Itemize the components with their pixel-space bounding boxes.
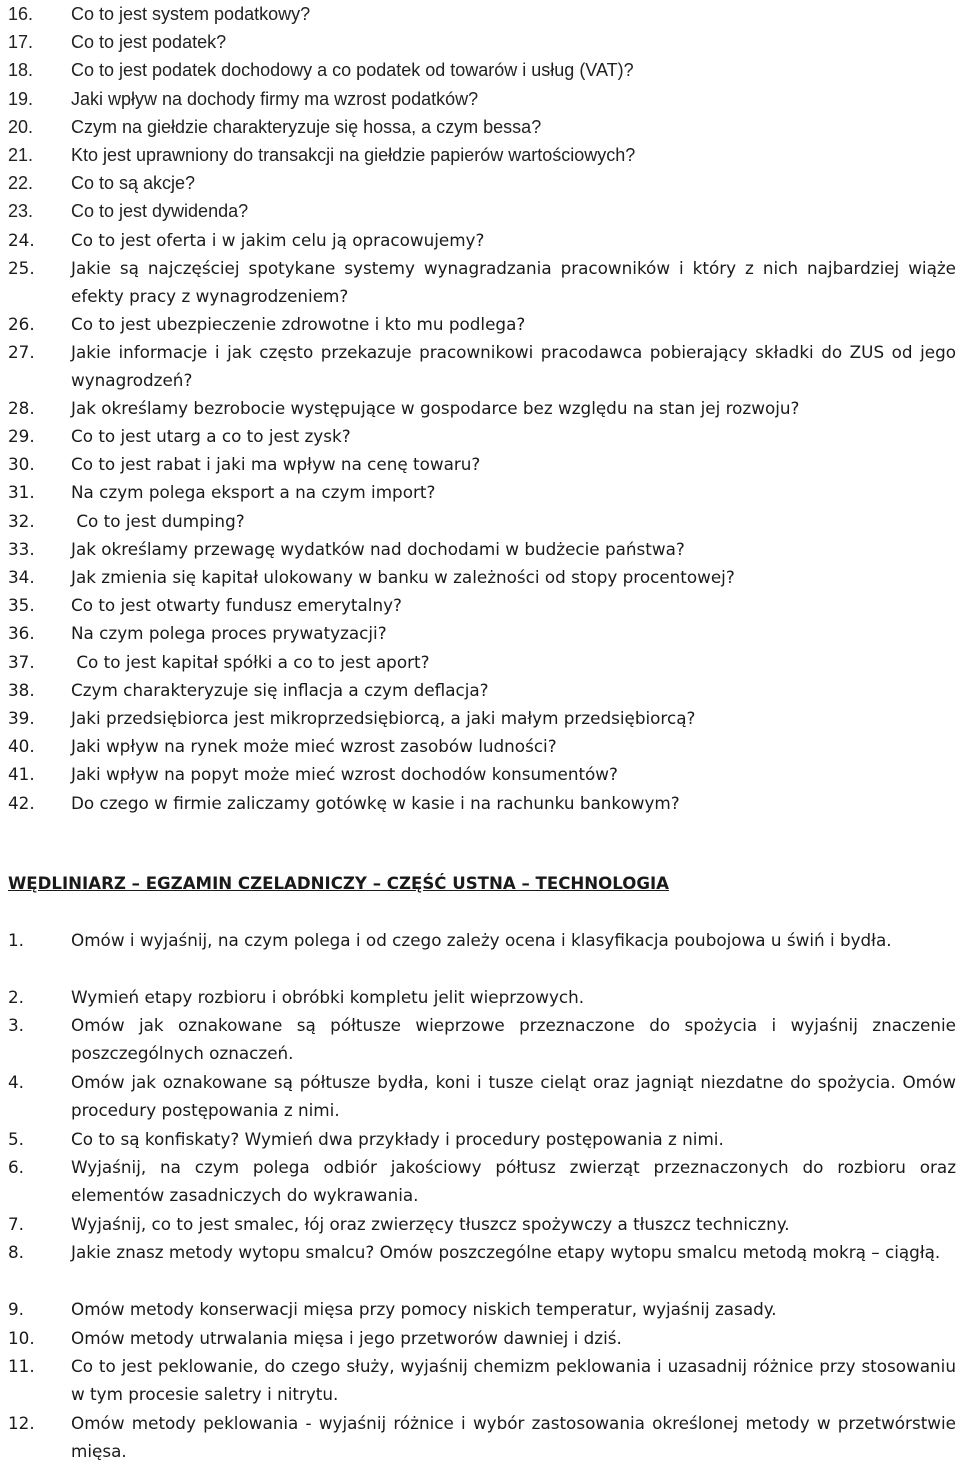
list-item (8, 0, 958, 28)
item-text: Na czym polega proces prywatyzacji? (71, 623, 387, 644)
item-number: 35. (8, 595, 35, 616)
list-item (8, 226, 958, 254)
item-number: 22. (8, 173, 34, 194)
list-item (8, 1238, 958, 1295)
item-number: 27. (8, 341, 35, 362)
item-number: 8. (8, 1242, 25, 1263)
item-text: Jak określamy bezrobocie występujące w gospodarce bez względu na stan jej rozwoju? (71, 397, 800, 418)
item-text: Co to jest system podatkowy? (71, 4, 311, 24)
list-item (8, 591, 958, 619)
list-item (8, 760, 958, 788)
item-number: 5. (8, 1128, 25, 1149)
list-item (8, 676, 958, 704)
item-text: Jaki wpływ na dochody firmy ma wzrost podatków? (71, 88, 479, 109)
item-number: 20. (8, 116, 34, 137)
list-item (8, 254, 958, 310)
item-number: 34. (8, 567, 35, 587)
item-number: 33. (8, 538, 35, 559)
item-text: Jakie informacje i jak często przekazuje pracownikowi pracodawca pobierający składki do ZUS od jego wynagrodzeń? (71, 341, 956, 390)
list-item (8, 197, 958, 225)
item-text: Co to jest dumping? (71, 510, 245, 531)
item-text: Co to jest rabat i jaki ma wpływ na cenę towaru? (71, 454, 481, 475)
item-text: Co to jest oferta i w jakim celu ją opracowujemy? (71, 229, 485, 250)
item-number: 32. (8, 510, 35, 531)
item-number: 9. (8, 1299, 25, 1320)
list-item (8, 1125, 958, 1153)
item-text: Co to jest utarg a co to jest zysk? (71, 426, 351, 447)
list-item (8, 926, 958, 983)
item-text: Jak określamy przewagę wydatków nad dochodami w budżecie państwa? (71, 538, 685, 559)
list-item (8, 338, 958, 394)
item-number: 18. (8, 60, 34, 81)
item-number: 4. (8, 1071, 25, 1092)
item-number: 12. (8, 1412, 35, 1433)
list-item (8, 450, 958, 478)
item-text: Wyjaśnij, na czym polega odbiór jakościowy półtusz zwierząt przeznaczonych do rozbioru oraz elementów zasadniczych do wykrawania. (71, 1157, 956, 1206)
item-text: Wymień etapy rozbioru i obróbki kompletu jelit wieprzowych. (71, 986, 585, 1007)
item-text: Co to jest podatek? (71, 32, 227, 53)
item-number: 31. (8, 482, 35, 503)
list-item (8, 1295, 958, 1323)
list-item (8, 113, 958, 141)
item-number: 28. (8, 397, 35, 418)
list-item (8, 507, 958, 535)
list-item (8, 478, 958, 506)
item-text: Omów metody peklowania - wyjaśnij różnice i wybór zastosowania określonej metody w przetwórstwie mięsa. (71, 1412, 956, 1461)
list-item (8, 1011, 958, 1068)
item-number: 25. (8, 257, 35, 278)
list-item (8, 789, 958, 817)
list-item (8, 732, 958, 760)
item-text: Co to jest otwarty fundusz emerytalny? (71, 595, 402, 616)
list-item (8, 1153, 958, 1210)
questions-list-technology (8, 926, 958, 1466)
item-text: Omów metody utrwalania mięsa i jego przetworów dawniej i dziś. (71, 1327, 622, 1348)
item-text: Na czym polega eksport a na czym import? (71, 482, 436, 503)
list-item (8, 28, 958, 56)
item-text: Co to jest dywidenda? (71, 201, 249, 222)
item-number: 2. (8, 986, 25, 1007)
list-item (8, 1409, 958, 1466)
item-text: Omów jak oznakowane są półtusze wieprzowe przeznaczone do spożycia i wyjaśnij znaczenie poszczególnych oznaczeń. (71, 1015, 956, 1064)
item-number: 10. (8, 1327, 35, 1348)
item-text: Jak zmienia się kapitał ulokowany w banku w zależności od stopy procentowej? (71, 567, 735, 587)
list-item (8, 422, 958, 450)
item-number: 6. (8, 1157, 25, 1178)
list-item (8, 983, 958, 1011)
item-number: 29. (8, 426, 35, 447)
list-item (8, 704, 958, 732)
item-number: 38. (8, 679, 35, 700)
item-text: Jakie znasz metody wytopu smalcu? Omów poszczególne etapy wytopu smalcu metodą mokrą – ciągłą. (71, 1242, 941, 1263)
item-number: 30. (8, 454, 35, 475)
list-item (8, 1324, 958, 1352)
item-text: Omów metody konserwacji mięsa przy pomocy niskich temperatur, wyjaśnij zasady. (71, 1299, 777, 1320)
list-item (8, 563, 958, 591)
item-number: 11. (8, 1355, 35, 1376)
item-number: 42. (8, 792, 35, 813)
section-heading-text: WĘDLINIARZ – EGZAMIN CZELADNICZY – CZĘŚĆ USTNA – TECHNOLOGIA (8, 874, 669, 893)
item-number: 24. (8, 229, 35, 250)
item-text: Omów jak oznakowane są półtusze bydła, koni i tusze cieląt oraz jagniąt niezdatne do spożycia. Omów procedury postępowania z nimi. (71, 1071, 956, 1120)
item-number: 17. (8, 32, 34, 53)
item-text: Wyjaśnij, co to jest smalec, łój oraz zwierzęcy tłuszcz spożywczy a tłuszcz techniczny. (71, 1213, 790, 1234)
item-number: 39. (8, 707, 35, 728)
item-text: Jaki wpływ na rynek może mieć wzrost zasobów ludności? (71, 736, 557, 757)
item-text: Co to jest podatek dochodowy a co podatek od towarów i usług (VAT)? (71, 60, 634, 81)
item-number: 7. (8, 1213, 25, 1234)
list-item (8, 141, 958, 169)
item-text: Czym charakteryzuje się inflacja a czym deflacja? (71, 679, 489, 700)
item-text: Omów i wyjaśnij, na czym polega i od czego zależy ocena i klasyfikacja poubojowa u świń i bydła. (71, 930, 892, 950)
item-text: Do czego w firmie zaliczamy gotówkę w kasie i na rachunku bankowym? (71, 792, 680, 813)
item-text: Jakie są najczęściej spotykane systemy wynagradzania pracowników i który z nich najbardziej wiąże efekty pracy z wynagrodzeniem? (71, 257, 956, 306)
item-text: Co to jest kapitał spółki a co to jest aport? (71, 651, 430, 672)
item-number: 19. (8, 88, 34, 109)
item-number: 3. (8, 1015, 25, 1036)
list-item (8, 310, 958, 338)
list-item (8, 1210, 958, 1238)
section-heading (8, 870, 669, 898)
item-text: Co to są akcje? (71, 173, 196, 194)
item-text: Co to jest peklowanie, do czego służy, wyjaśnij chemizm peklowania i uzasadnij różnice przy stosowaniu w tym procesie saletry i nitrytu. (71, 1355, 956, 1404)
item-text: Co to jest ubezpieczenie zdrowotne i kto mu podlega? (71, 313, 526, 334)
item-number: 1. (8, 930, 25, 950)
list-item (8, 535, 958, 563)
list-item (8, 85, 958, 113)
list-item (8, 394, 958, 422)
item-number: 37. (8, 651, 35, 672)
item-number: 40. (8, 736, 35, 757)
item-text: Czym na giełdzie charakteryzuje się hossa, a czym bessa? (71, 116, 542, 137)
item-number: 16. (8, 4, 34, 24)
list-item (8, 619, 958, 647)
item-number: 21. (8, 144, 34, 165)
list-item (8, 169, 958, 197)
item-number: 36. (8, 623, 35, 644)
list-item (8, 56, 958, 84)
list-item (8, 1352, 958, 1409)
item-number: 41. (8, 764, 35, 785)
list-item (8, 648, 958, 676)
item-number: 23. (8, 201, 34, 222)
list-item (8, 1068, 958, 1125)
questions-list-economics (8, 0, 958, 817)
item-text: Co to są konfiskaty? Wymień dwa przykłady i procedury postępowania z nimi. (71, 1128, 724, 1149)
item-text: Kto jest uprawniony do transakcji na giełdzie papierów wartościowych? (71, 144, 636, 165)
item-text: Jaki przedsiębiorca jest mikroprzedsiębiorcą, a jaki małym przedsiębiorcą? (71, 707, 696, 728)
item-number: 26. (8, 313, 35, 334)
item-text: Jaki wpływ na popyt może mieć wzrost dochodów konsumentów? (71, 764, 618, 785)
